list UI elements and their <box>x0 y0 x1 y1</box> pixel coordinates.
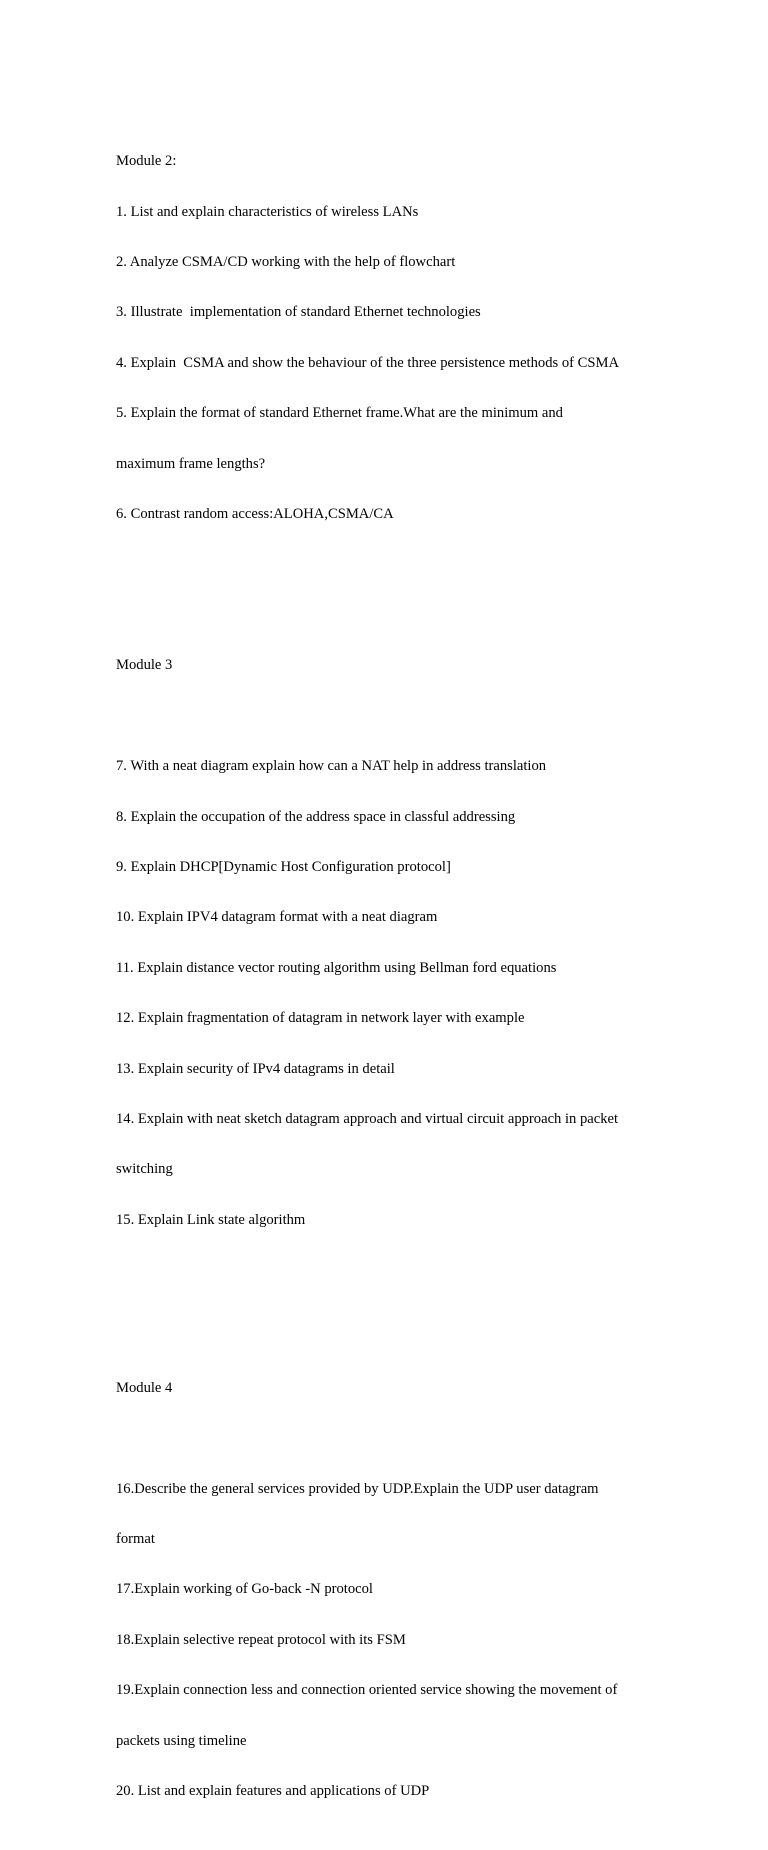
module3-item: 9. Explain DHCP[Dynamic Host Configuration protocol] <box>116 859 451 876</box>
blank-lines <box>116 1279 656 1313</box>
module3-item: 15. Explain Link state algorithm <box>116 1211 306 1228</box>
module2-item: 3. Illustrate implementation of standard Ethernet technologies <box>116 304 481 321</box>
module4-item: 16.Describe the general services provided by UDP.Explain the UDP user datagram <box>116 1480 599 1497</box>
module4-item: 20. List and explain features and applications of UDP <box>116 1783 430 1799</box>
module4-item-continuation: format <box>116 1531 155 1548</box>
module4-item: 19.Explain connection less and connection oriented service showing the movement of <box>116 1682 618 1699</box>
module3-item-continuation: switching <box>116 1161 173 1178</box>
module3-item: 7. With a neat diagram explain how can a NAT help in address translation <box>116 758 547 775</box>
module3-item: 14. Explain with neat sketch datagram approach and virtual circuit approach in packet <box>116 1111 619 1128</box>
module3-item: 8. Explain the occupation of the address space in classful addressing <box>116 808 516 825</box>
module4-item: 18.Explain selective repeat protocol with its FSM <box>116 1631 406 1648</box>
module2-item: 4. Explain CSMA and show the behaviour of the three persistence methods of CSMA <box>116 354 619 371</box>
document-body <box>116 86 656 1850</box>
module2-item: 1. List and explain characteristics of wireless LANs <box>116 203 419 220</box>
module3-item: 11. Explain distance vector routing algorithm using Bellman ford equations <box>116 959 557 976</box>
module3-item: 10. Explain IPV4 datagram format with a neat diagram <box>116 909 438 926</box>
blank-line <box>116 573 656 590</box>
module2-item-continuation: maximum frame lengths? <box>116 455 266 472</box>
blank-line <box>116 1430 656 1447</box>
module2-item: 5. Explain the format of standard Ethernet frame.What are the minimum and <box>116 405 563 422</box>
module4-item-continuation: packets using timeline <box>116 1732 247 1749</box>
module2-item: 6. Contrast random access:ALOHA,CSMA/CA <box>116 505 394 522</box>
module4-heading: Module 4 <box>116 1379 173 1396</box>
module3-heading: Module 3 <box>116 657 173 674</box>
module2-heading: Module 2: <box>116 153 177 170</box>
module4-item: 17.Explain working of Go-back -N protocol <box>116 1581 373 1598</box>
module2-item: 2. Analyze CSMA/CD working with the help of flowchart <box>116 253 456 270</box>
blank-line <box>116 708 656 725</box>
module3-item: 12. Explain fragmentation of datagram in network layer with example <box>116 1010 525 1027</box>
module3-item: 13. Explain security of IPv4 datagrams in detail <box>116 1060 395 1077</box>
